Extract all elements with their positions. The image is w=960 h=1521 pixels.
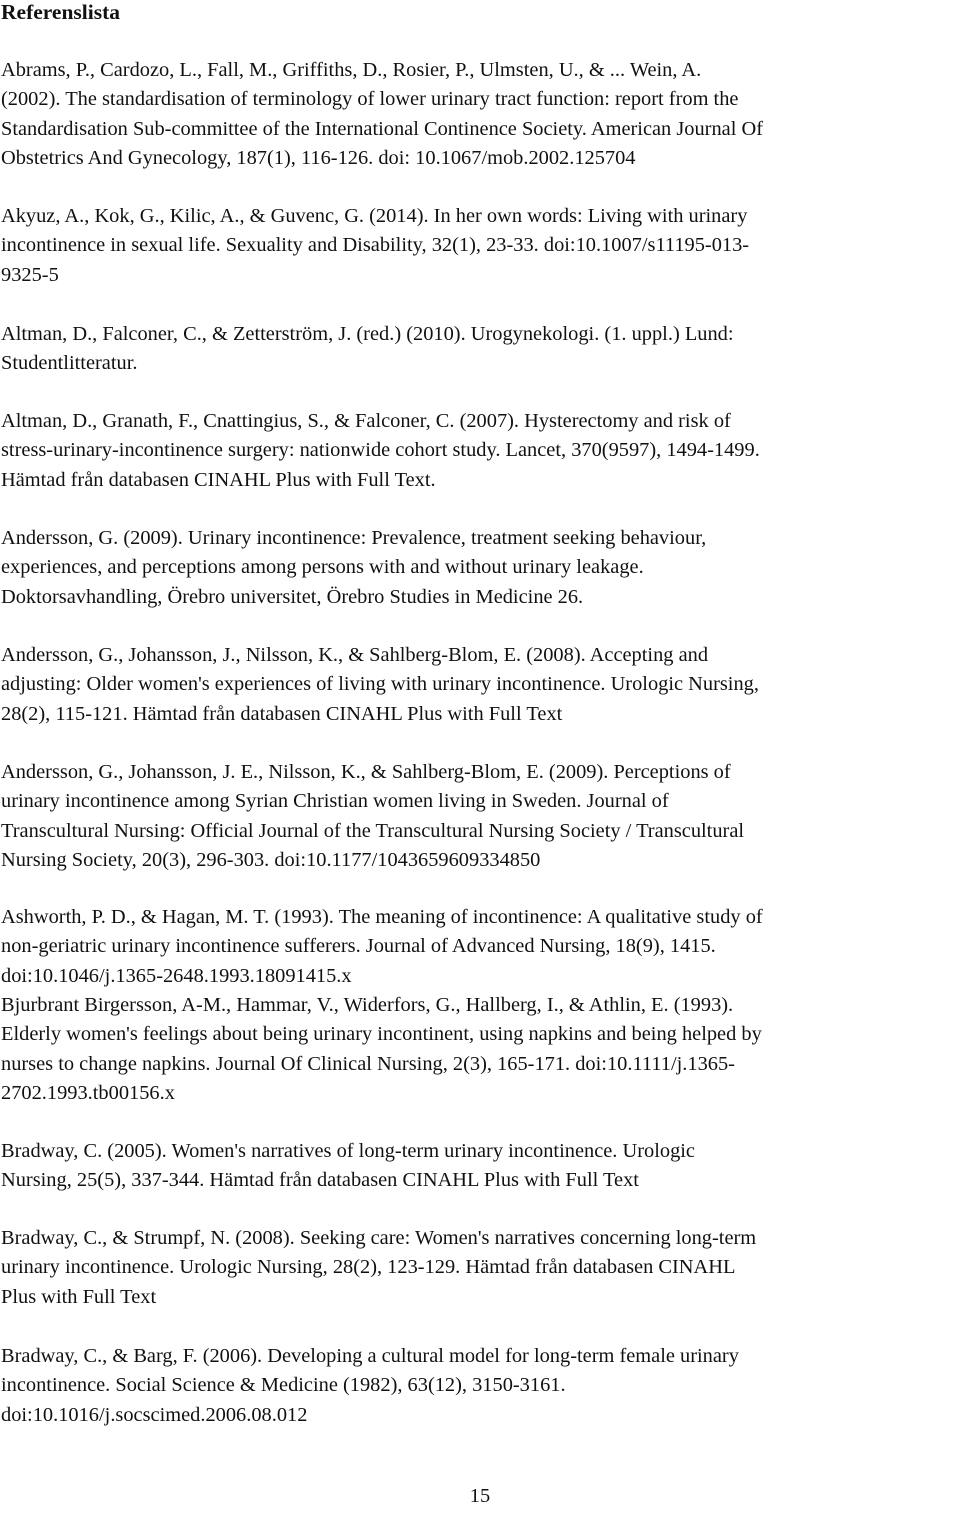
reference-line: 9325-5	[1, 263, 59, 286]
reference-bradway-2005	[1, 1137, 959, 1196]
reference-line: 2702.1993.tb00156.x	[1, 1082, 175, 1105]
reference-line: Nursing, 25(5), 337-344. Hämtad från databasen CINAHL Plus with Full Text	[1, 1169, 639, 1192]
reference-line: Nursing Society, 20(3), 296-303. doi:10.1177/1043659609334850	[1, 849, 541, 872]
reference-andersson-2009	[1, 758, 959, 876]
reference-line: Akyuz, A., Kok, G., Kilic, A., & Guvenc, G. (2014). In her own words: Living with urinary	[1, 205, 748, 227]
page-heading: Referenslista	[1, 0, 121, 24]
reference-line: adjusting: Older women's experiences of living with urinary incontinence. Urologic Nursing,	[1, 673, 759, 696]
reference-line: non-geriatric urinary incontinence sufferers. Journal of Advanced Nursing, 18(9), 1415.	[1, 935, 716, 958]
page-number: 15	[469, 1485, 491, 1507]
reference-line: Plus with Full Text	[1, 1285, 157, 1308]
reference-line: stress-urinary-incontinence surgery: nationwide cohort study. Lancet, 370(9597), 1494-1499.	[1, 439, 760, 462]
reference-line: Transcultural Nursing: Official Journal of the Transcultural Nursing Society / Transcultural	[1, 819, 745, 842]
reference-line: Ashworth, P. D., & Hagan, M. T. (1993). The meaning of incontinence: A qualitative study of	[1, 906, 763, 928]
reference-line: Standardisation Sub-committee of the International Continence Society. American Journal Of	[1, 117, 763, 140]
reference-line: Andersson, G. (2009). Urinary incontinence: Prevalence, treatment seeking behaviour,	[1, 527, 707, 549]
reference-line: urinary incontinence. Urologic Nursing, 28(2), 123-129. Hämtad från databasen CINAHL	[1, 1256, 736, 1279]
reference-line: Studentlitteratur.	[1, 352, 138, 375]
reference-line: Andersson, G., Johansson, J., Nilsson, K., & Sahlberg-Blom, E. (2008). Accepting and	[1, 644, 709, 666]
reference-bradway-barg-2006	[1, 1342, 959, 1430]
reference-bjurbrant-1993	[1, 991, 959, 1109]
reference-andersson-2008	[1, 641, 959, 729]
reference-line: experiences, and perceptions among persons with and without urinary leakage.	[1, 556, 644, 579]
reference-line: nurses to change napkins. Journal Of Clinical Nursing, 2(3), 165-171. doi:10.1111/j.1365-	[1, 1052, 735, 1075]
reference-line: doi:10.1046/j.1365-2648.1993.18091415.x	[1, 964, 352, 987]
reference-line: Andersson, G., Johansson, J. E., Nilsson, K., & Sahlberg-Blom, E. (2009). Perceptions of	[1, 761, 731, 783]
reference-line: doi:10.1016/j.socscimed.2006.08.012	[1, 1403, 308, 1426]
reference-line: Bjurbrant Birgersson, A-M., Hammar, V., Widerfors, G., Hallberg, I., & Athlin, E. (1993).	[1, 994, 734, 1016]
reference-line: 28(2), 115-121. Hämtad från databasen CINAHL Plus with Full Text	[1, 702, 563, 725]
reference-line: incontinence in sexual life. Sexuality and Disability, 32(1), 23-33. doi:10.1007/s11195-013-	[1, 234, 750, 257]
reference-line: Bradway, C., & Barg, F. (2006). Developing a cultural model for long-term female urinary	[1, 1345, 739, 1367]
reference-line: Abrams, P., Cardozo, L., Fall, M., Griffiths, D., Rosier, P., Ulmsten, U., & ... Wein, A.	[1, 59, 702, 81]
reference-line: Altman, D., Granath, F., Cnattingius, S., & Falconer, C. (2007). Hysterectomy and risk of	[1, 410, 731, 432]
reference-line: Bradway, C. (2005). Women's narratives of long-term urinary incontinence. Urologic	[1, 1140, 695, 1162]
reference-line: Hämtad från databasen CINAHL Plus with Full Text.	[1, 468, 436, 491]
reference-abrams-2002	[1, 56, 959, 174]
reference-ashworth-1993	[1, 903, 959, 991]
reference-line: Altman, D., Falconer, C., & Zetterström, J. (red.) (2010). Urogynekologi. (1. uppl.) Lund:	[1, 323, 734, 345]
reference-altman-2007	[1, 407, 959, 495]
reference-line: Doktorsavhandling, Örebro universitet, Örebro Studies in Medicine 26.	[1, 585, 584, 608]
reference-altman-2010	[1, 320, 959, 379]
reference-line: Bradway, C., & Strumpf, N. (2008). Seeking care: Women's narratives concerning long-term	[1, 1227, 757, 1249]
reference-akyuz-2014	[1, 202, 959, 290]
reference-line: Obstetrics And Gynecology, 187(1), 116-126. doi: 10.1067/mob.2002.125704	[1, 147, 636, 170]
reference-bradway-strumpf-2008	[1, 1224, 959, 1312]
reference-line: incontinence. Social Science & Medicine (1982), 63(12), 3150-3161.	[1, 1374, 566, 1397]
reference-line: urinary incontinence among Syrian Christian women living in Sweden. Journal of	[1, 790, 669, 813]
reference-line: (2002). The standardisation of terminology of lower urinary tract function: report from the	[1, 88, 739, 111]
reference-line: Elderly women's feelings about being urinary incontinent, using napkins and being helped by	[1, 1023, 762, 1046]
reference-andersson-2009-thesis	[1, 524, 959, 612]
